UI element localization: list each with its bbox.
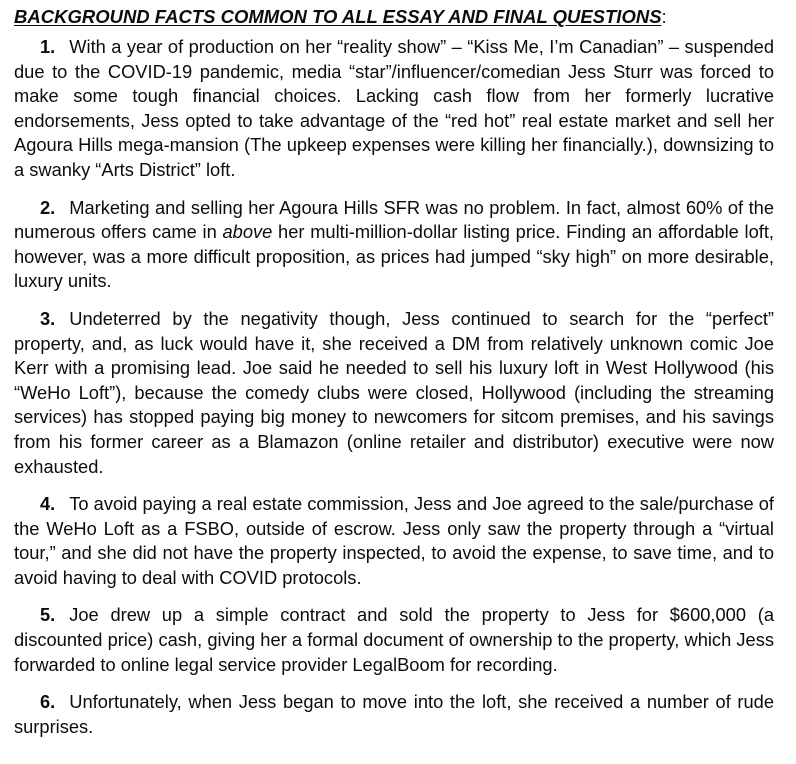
paragraph-number: 3. [40, 307, 56, 329]
paragraph-text: With a year of production on her “reality show” – “Kiss Me, I’m Canadian” – suspended due to the COVID-19 pandemic, media “star”/influencer/comedian Jess Sturr was forced to make some tough financial choices. Lacking cash flow from her formerly lucrative endorsements, Jess opted to take advantage of the “red hot” real estate market and sell her Agoura Hills mega-mansion (The upkeep expenses were killing her financially.), downsizing to a swanky “Arts District” loft. [14, 36, 774, 180]
fact-paragraph-2 [14, 196, 774, 294]
paragraph-number: 6. [40, 691, 56, 713]
document-page [14, 5, 774, 752]
paragraph-number: 4. [40, 493, 56, 515]
paragraph-number: 5. [40, 604, 56, 626]
paragraph-emphasis: above [222, 221, 273, 243]
fact-paragraph-6 [14, 690, 774, 739]
heading-colon: : [661, 6, 667, 27]
heading-text: BACKGROUND FACTS COMMON TO ALL ESSAY AND FINAL QUESTIONS [14, 6, 662, 27]
paragraph-text: Undeterred by the negativity though, Jess continued to search for the “perfect” property, and, as luck would have it, she received a DM from relatively unknown comic Joe Kerr with a promising lead. Joe said he needed to sell his luxury loft in West Hollywood (his “WeHo Loft”), because the comedy clubs were closed, Hollywood (including the streaming services) has stopped paying big money to newcomers for sitcom premises, and his savings from his former career as a Blamazon (online retailer and distributor) executive were now exhausted. [14, 307, 774, 477]
fact-paragraph-4 [14, 492, 774, 590]
paragraph-number: 2. [40, 196, 56, 218]
paragraph-text: Unfortunately, when Jess began to move into the loft, she received a number of rude surprises. [14, 691, 774, 737]
fact-paragraph-3 [14, 307, 774, 479]
paragraph-text: To avoid paying a real estate commission, Jess and Joe agreed to the sale/purchase of the WeHo Loft as a FSBO, outside of escrow. Jess only saw the property through a “virtual tour,” and she did not have the property inspected, to avoid the expense, to save time, and to avoid having to deal with COVID protocols. [14, 493, 774, 588]
paragraph-number: 1. [40, 36, 56, 57]
fact-paragraph-5 [14, 603, 774, 677]
document-heading [14, 5, 774, 29]
fact-paragraph-1 [14, 35, 774, 183]
paragraph-text: Marketing and selling her Agoura Hills SFR was no problem. In fact, almost 60% of the numerous offers came in [14, 196, 774, 243]
paragraph-text-continued: her multi-million-dollar listing price. Finding an affordable loft, however, was a more difficult proposition, as prices had jumped “sky high” on more desirable, luxury units. [14, 221, 775, 292]
paragraph-text: Joe drew up a simple contract and sold the property to Jess for $600,000 (a discounted price) cash, giving her a formal document of ownership to the property, which Jess forwarded to online legal service provider LegalBoom for recording. [14, 604, 774, 675]
